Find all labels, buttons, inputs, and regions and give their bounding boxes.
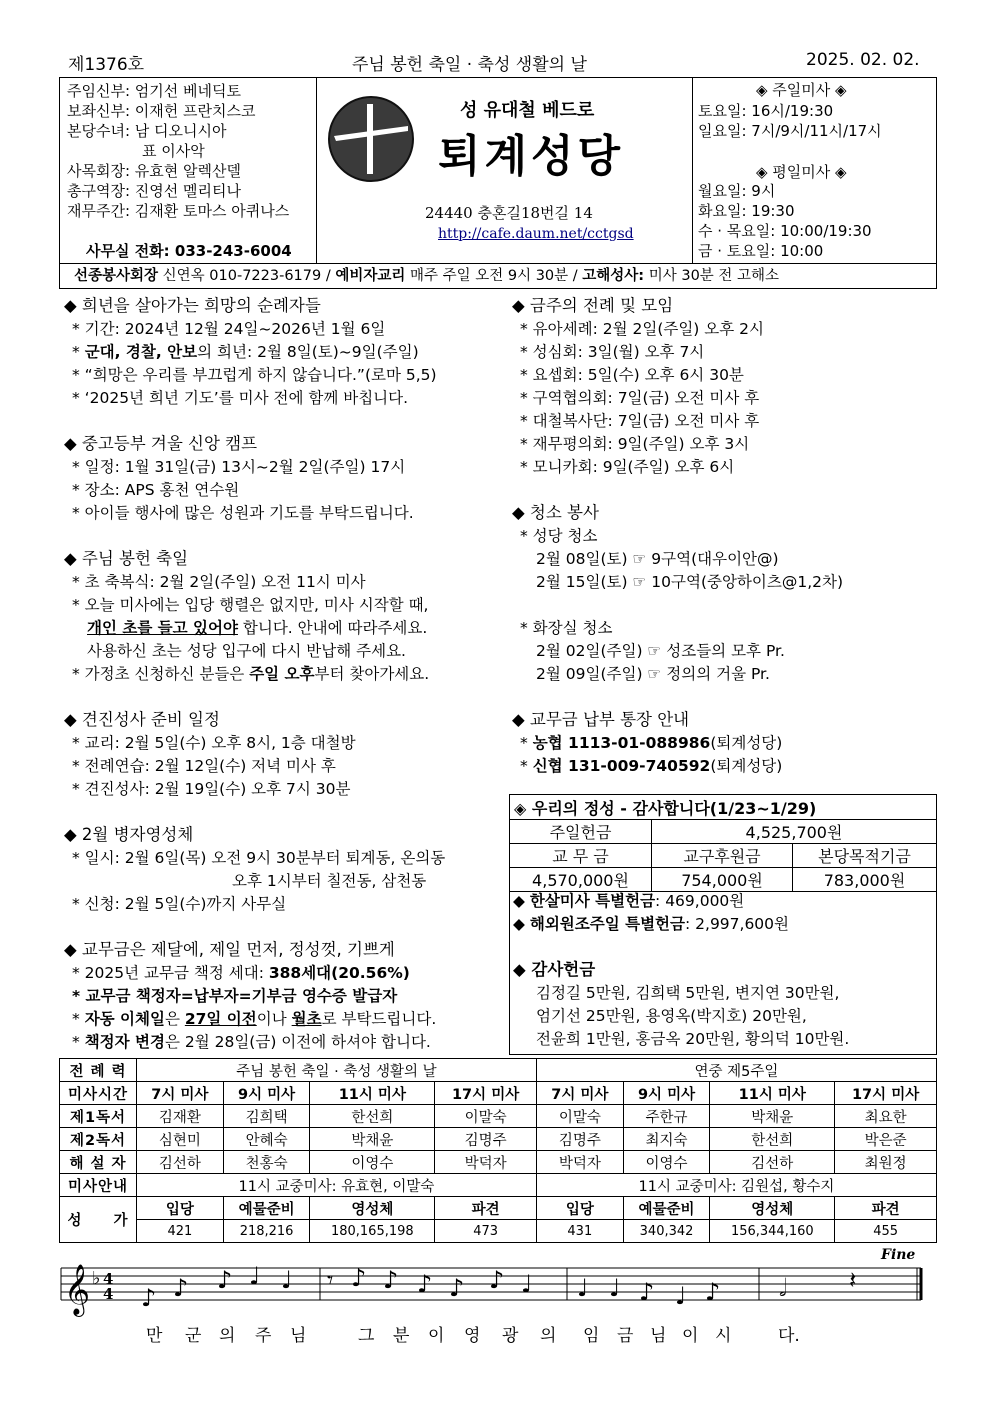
gift-line: 전윤희 1만원, 홍금옥 20만원, 황의덕 10만원. xyxy=(536,1030,850,1048)
weekday-mass-title: ◈ 평일미사 ◈ xyxy=(756,163,847,181)
section-title: ◆ 교무금 납부 통장 안내 xyxy=(512,710,690,729)
bulletin-title: 주님 봉헌 축일 · 축성 생활의 날 xyxy=(352,55,587,75)
lyric-syllable: 금 xyxy=(617,1326,634,1346)
svg-text:𝄽: 𝄽 xyxy=(849,1266,857,1294)
list-item: * ‘2025년 희년 기도’를 미사 전에 함께 바칩니다. xyxy=(72,389,409,407)
svg-text:4: 4 xyxy=(103,1270,114,1288)
reader-cell: 김희택 xyxy=(223,1105,310,1128)
thanks-box xyxy=(509,794,937,1055)
text: 군대, 경찰, 안보 xyxy=(84,343,198,361)
list-item: * 구역협의회: 7일(금) 오전 미사 후 xyxy=(520,389,760,407)
list-item: * 성당 청소 xyxy=(520,527,598,545)
offering-table xyxy=(509,819,937,892)
list-item: * 장소: APS 홍천 연수원 xyxy=(72,481,240,499)
list-item xyxy=(72,1009,436,1029)
mass-time: 7시 미사 xyxy=(137,1082,224,1105)
text: (퇴계성당) xyxy=(710,757,783,775)
col-header: 교 무 금 xyxy=(510,844,652,868)
text: : 2,997,600원 xyxy=(685,915,790,933)
lyric-syllable: 광 xyxy=(502,1326,519,1346)
staff-line: 총구역장: 진영선 멜리티나 xyxy=(67,182,241,200)
text: 로 부탁드립니다. xyxy=(321,1010,437,1028)
lyric-syllable: 군 xyxy=(185,1326,202,1346)
section-title: ◆ 견진성사 준비 일정 xyxy=(64,710,220,729)
svg-text:♭: ♭ xyxy=(92,1268,101,1289)
hymn-number: 340,342 xyxy=(623,1220,710,1243)
hymn-head: 파견 xyxy=(435,1197,537,1220)
text: * xyxy=(72,1010,85,1028)
liturgy-day: 주님 봉헌 축일 · 축성 생활의 날 xyxy=(137,1059,537,1082)
text: * xyxy=(72,1033,85,1051)
officiants-table xyxy=(59,1058,937,1243)
text: 자동 이체일 xyxy=(84,1010,165,1028)
offering-value: 4,570,000원 xyxy=(510,868,652,892)
hymn-number: 455 xyxy=(835,1220,937,1243)
text: * xyxy=(520,734,533,752)
row-label: 미사안내 xyxy=(60,1174,137,1197)
offering-value: 754,000원 xyxy=(652,868,793,892)
church-name: 퇴계성당 xyxy=(438,131,625,182)
list-item: * 화장실 청소 xyxy=(520,619,613,637)
hymn-head: 입당 xyxy=(536,1197,623,1220)
special-offering xyxy=(513,891,744,911)
reader-cell: 박채윤 xyxy=(310,1128,435,1151)
row-label: 해 설 자 xyxy=(60,1151,137,1174)
list-item xyxy=(520,756,782,776)
sunday-offering-label: 주일헌금 xyxy=(510,820,652,844)
mass-line: 수 · 목요일: 10:00/19:30 xyxy=(698,222,872,240)
church-address: 24440 충혼길18번길 14 xyxy=(425,204,593,222)
hymn-head: 영성체 xyxy=(710,1197,835,1220)
info-label: 선종봉사회장 xyxy=(74,268,159,284)
reader-cell: 김재환 xyxy=(137,1105,224,1128)
list-item xyxy=(520,733,782,753)
svg-text:4: 4 xyxy=(103,1285,114,1303)
hymn-number: 180,165,198 xyxy=(310,1220,435,1243)
lyric-syllable: 님 xyxy=(290,1326,307,1346)
mass-time: 11시 미사 xyxy=(310,1082,435,1105)
staff-list xyxy=(67,81,289,221)
church-logo-icon xyxy=(328,96,414,182)
list-item: 2월 08일(토) ☞ 9구역(대우이안@) xyxy=(536,550,779,568)
mass-time: 9시 미사 xyxy=(223,1082,310,1105)
text: ◆ xyxy=(513,915,530,933)
text: 은 2월 28일(금) 이전에 하셔야 합니다. xyxy=(164,1033,431,1051)
office-phone: 사무실 전화: 033-243-6004 xyxy=(86,242,292,260)
lyric-syllable: 님 xyxy=(650,1326,667,1346)
text: 의 희년: 2월 8일(토)~9일(주일) xyxy=(197,343,419,361)
lyric-syllable: 시 xyxy=(715,1326,732,1346)
svg-text:♪: ♪ xyxy=(417,1270,433,1298)
lyric-syllable: 이 xyxy=(682,1326,699,1346)
text: 월초 xyxy=(291,1010,322,1028)
gift-line: 김정길 5만원, 김희택 5만원, 변지연 30만원, xyxy=(536,984,840,1002)
row-label: 제2독서 xyxy=(60,1128,137,1151)
commentator-cell: 이영수 xyxy=(310,1151,435,1174)
section-title: ◆ 교무금은 제달에, 제일 먼저, 정성껏, 기쁘게 xyxy=(64,940,395,959)
list-item: * 재무평의회: 9일(주일) 오후 3시 xyxy=(520,435,750,453)
divider xyxy=(692,78,693,263)
mass-line: 일요일: 7시/9시/11시/17시 xyxy=(698,122,882,140)
staff-line: 주임신부: 엄기선 베네딕토 xyxy=(67,82,241,100)
svg-text:♩: ♩ xyxy=(521,1270,533,1298)
text: 388세대(20.56%) xyxy=(268,964,410,982)
list-item: * 교무금 책정자=납부자=기부금 영수증 발급자 xyxy=(72,987,398,1005)
list-item: 2월 02일(주일) ☞ 성조들의 모후 Pr. xyxy=(536,642,785,660)
info-bar xyxy=(59,263,937,289)
row-label: 성 가 xyxy=(60,1197,137,1243)
offering-value: 783,000원 xyxy=(793,868,937,892)
mass-line: 월요일: 9시 xyxy=(698,182,776,200)
list-item: * 견진성사: 2월 19일(수) 오후 7시 30분 xyxy=(72,780,351,798)
section-title: ◆ 2월 병자영성체 xyxy=(64,825,194,844)
fine-marking: Fine xyxy=(881,1247,916,1263)
list-item: * 전례연습: 2월 12일(수) 저녁 미사 후 xyxy=(72,757,336,775)
svg-text:♩: ♩ xyxy=(609,1274,621,1302)
text: 신협 131-009-740592 xyxy=(532,757,711,775)
text: (퇴계성당) xyxy=(710,734,783,752)
divider xyxy=(316,78,317,263)
section-title: ◆ 중고등부 겨울 신앙 캠프 xyxy=(64,434,258,453)
text: : 469,000원 xyxy=(655,892,745,910)
mass-line: 화요일: 19:30 xyxy=(698,202,795,220)
list-item: * 유아세례: 2월 2일(주일) 오후 2시 xyxy=(520,320,764,338)
lyric-syllable: 다. xyxy=(778,1326,800,1346)
staff-line: 재무주간: 김재환 토마스 아퀴나스 xyxy=(67,202,290,220)
reader-cell: 최요한 xyxy=(835,1105,937,1128)
info-value: 매주 주일 오전 9시 30분 / xyxy=(405,268,583,284)
special-offering xyxy=(513,914,789,934)
commentator-cell: 박덕자 xyxy=(435,1151,537,1174)
section-title: ◆ 금주의 전례 및 모임 xyxy=(512,296,674,315)
staff-line: 보좌신부: 이재헌 프란치스코 xyxy=(67,102,256,120)
hymn-number: 218,216 xyxy=(223,1220,310,1243)
staff-line: 본당수녀: 남 디오니시아 xyxy=(67,122,227,140)
lyrics xyxy=(0,1321,992,1345)
list-item: * 요셉회: 5일(수) 오후 6시 30분 xyxy=(520,366,744,384)
commentator-cell: 박덕자 xyxy=(536,1151,623,1174)
row-label: 전 례 력 xyxy=(60,1059,137,1082)
section-title: ◆ 청소 봉사 xyxy=(512,503,599,522)
info-value: 미사 30분 전 고해소 xyxy=(644,268,780,284)
text: 한살미사 특별헌금 xyxy=(529,892,656,910)
svg-text:𝄾: 𝄾 xyxy=(327,1266,334,1294)
text: 합니다. 안내에 따라주세요. xyxy=(237,619,428,637)
list-item: * 교리: 2월 5일(수) 오후 8시, 1층 대철방 xyxy=(72,734,356,752)
list-item: 2월 15일(토) ☞ 10구역(중앙하이츠@1,2차) xyxy=(536,573,844,591)
info-label: 예비자교리 xyxy=(335,268,406,284)
svg-text:♪: ♪ xyxy=(383,1266,399,1294)
list-item: 2월 09일(주일) ☞ 정의의 거울 Pr. xyxy=(536,665,770,683)
svg-text:𝅗𝅥: 𝅗𝅥 xyxy=(779,1274,787,1302)
text: 해외원조주일 특별헌금 xyxy=(529,915,685,933)
svg-text:𝄞: 𝄞 xyxy=(64,1264,91,1315)
text: * xyxy=(520,757,533,775)
reader-cell: 박은준 xyxy=(835,1128,937,1151)
lyric-syllable: 임 xyxy=(583,1326,600,1346)
hymn-head: 예물준비 xyxy=(223,1197,310,1220)
sunday-mass-list xyxy=(698,101,882,141)
svg-text:♪: ♪ xyxy=(705,1278,721,1306)
list-item: * 모니카회: 9일(주일) 오후 6시 xyxy=(520,458,735,476)
hymn-head: 파견 xyxy=(835,1197,937,1220)
lyric-syllable: 이 xyxy=(428,1326,445,1346)
col-header: 본당목적기금 xyxy=(793,844,937,868)
mass-time: 7시 미사 xyxy=(536,1082,623,1105)
mass-time: 9시 미사 xyxy=(623,1082,710,1105)
reader-cell: 이말숙 xyxy=(435,1105,537,1128)
cafe-link[interactable]: http://cafe.daum.net/cctgsd xyxy=(438,226,634,242)
mass-time: 17시 미사 xyxy=(835,1082,937,1105)
reader-cell: 김명주 xyxy=(435,1128,537,1151)
mass-line: 금 · 토요일: 10:00 xyxy=(698,242,824,260)
staff-line: 사목회장: 유효현 알렉산델 xyxy=(67,162,241,180)
reader-cell: 이말숙 xyxy=(536,1105,623,1128)
section-title: ◆ 주님 봉헌 축일 xyxy=(64,549,189,568)
text: * 2025년 교무금 책정 세대: xyxy=(72,964,269,982)
text: 개인 초를 들고 있어야 xyxy=(87,619,238,637)
lyric-syllable: 영 xyxy=(464,1326,481,1346)
hymn-number: 156,344,160 xyxy=(710,1220,835,1243)
commentator-cell: 최원정 xyxy=(835,1151,937,1174)
music-staff xyxy=(59,1246,935,1326)
mass-line: 토요일: 16시/19:30 xyxy=(698,102,834,120)
svg-text:♪: ♪ xyxy=(489,1266,505,1294)
list-item: * 아이들 행사에 많은 성원과 기도를 부탁드립니다. xyxy=(72,504,414,522)
list-item: * 기간: 2024년 12월 24일~2026년 1월 6일 xyxy=(72,320,386,338)
reader-cell: 김명주 xyxy=(536,1128,623,1151)
church-subtitle: 성 유대철 베드로 xyxy=(460,100,595,121)
section-title: ◆ 희년을 살아가는 희망의 순례자들 xyxy=(64,296,321,315)
row-label: 미사시간 xyxy=(60,1082,137,1105)
section-title: ◆ 감사헌금 xyxy=(513,960,596,979)
svg-text:♪: ♪ xyxy=(141,1284,157,1312)
text: 주일 오후 xyxy=(249,665,315,683)
liturgy-day: 연중 제5주일 xyxy=(536,1059,936,1082)
text: 부터 찾아가세요. xyxy=(314,665,430,683)
staff-line: 표 이사악 xyxy=(67,142,205,160)
sunday-mass-title: ◈ 주일미사 ◈ xyxy=(756,81,847,99)
text: 은 xyxy=(164,1010,185,1028)
list-item: * 일시: 2월 6일(목) 오전 9시 30분부터 퇴계동, 온의동 xyxy=(72,849,446,867)
hymn-head: 예물준비 xyxy=(623,1197,710,1220)
svg-text:♪: ♪ xyxy=(351,1264,367,1292)
hymn-number: 473 xyxy=(435,1220,537,1243)
list-item: * 신청: 2월 5일(수)까지 사무실 xyxy=(72,895,287,913)
hymn-head: 영성체 xyxy=(310,1197,435,1220)
svg-text:♪: ♪ xyxy=(639,1278,655,1306)
text: 이나 xyxy=(256,1010,292,1028)
gift-line: 엄기선 25만원, 용영옥(박지호) 20만원, xyxy=(536,1007,807,1025)
list-item: * 대철복사단: 7일(금) 오전 미사 후 xyxy=(520,412,760,430)
list-item xyxy=(72,1032,431,1052)
lyric-syllable: 분 xyxy=(393,1326,410,1346)
text: * xyxy=(72,343,85,361)
commentator-cell: 김선하 xyxy=(710,1151,835,1174)
svg-text:♪: ♪ xyxy=(449,1274,465,1302)
text: 27일 이전 xyxy=(184,1010,257,1028)
svg-text:♩: ♩ xyxy=(675,1282,687,1310)
reader-cell: 박채윤 xyxy=(710,1105,835,1128)
reader-cell: 한선희 xyxy=(310,1105,435,1128)
reader-cell: 심현미 xyxy=(137,1128,224,1151)
list-item xyxy=(72,342,419,362)
sunday-offering-value: 4,525,700원 xyxy=(652,820,937,844)
lyric-syllable: 의 xyxy=(219,1326,236,1346)
lyric-syllable: 주 xyxy=(255,1326,272,1346)
header-box xyxy=(59,77,937,264)
guide-cell: 11시 교중미사: 김원섭, 황수지 xyxy=(536,1174,936,1197)
list-item: * “희망은 우리를 부끄럽게 하지 않습니다.”(로마 5,5) xyxy=(72,366,437,384)
guide-cell: 11시 교중미사: 유효현, 이말숙 xyxy=(137,1174,537,1197)
list-item: 사용하신 초는 성당 입구에 다시 반납해 주세요. xyxy=(87,642,406,660)
hymn-number: 431 xyxy=(536,1220,623,1243)
svg-text:♩: ♩ xyxy=(249,1262,261,1290)
commentator-cell: 김선하 xyxy=(137,1151,224,1174)
issue-number: 제1376호 xyxy=(68,55,145,75)
hymn-head: 입당 xyxy=(137,1197,224,1220)
commentator-cell: 천홍숙 xyxy=(223,1151,310,1174)
list-item: 오후 1시부터 칠전동, 삼천동 xyxy=(232,872,427,890)
mass-time: 17시 미사 xyxy=(435,1082,537,1105)
lyric-syllable: 의 xyxy=(540,1326,557,1346)
row-label: 제1독서 xyxy=(60,1105,137,1128)
reader-cell: 최지숙 xyxy=(623,1128,710,1151)
commentator-cell: 이영수 xyxy=(623,1151,710,1174)
thanks-title: ◈ 우리의 정성 - 감사합니다(1/23~1/29) xyxy=(514,799,817,818)
hymn-number: 421 xyxy=(137,1220,224,1243)
text: 책정자 변경 xyxy=(84,1033,165,1051)
text: * 가정초 신청하신 분들은 xyxy=(72,665,250,683)
list-item: * 초 축복식: 2월 2일(주일) 오전 11시 미사 xyxy=(72,573,366,591)
info-label: 고해성사: xyxy=(582,268,645,284)
mass-time: 11시 미사 xyxy=(710,1082,835,1105)
list-item xyxy=(87,618,427,638)
list-item: * 오늘 미사에는 입당 행렬은 없지만, 미사 시작할 때, xyxy=(72,596,429,614)
reader-cell: 안혜숙 xyxy=(223,1128,310,1151)
list-item: * 성심회: 3일(월) 오후 7시 xyxy=(520,343,705,361)
info-value: 신연옥 010-7223-6179 / xyxy=(158,268,336,284)
list-item xyxy=(72,963,410,983)
lyric-syllable: 만 xyxy=(146,1326,163,1346)
list-item xyxy=(72,664,429,684)
bulletin-date: 2025. 02. 02. xyxy=(806,50,920,70)
weekday-mass-list xyxy=(698,181,872,261)
reader-cell: 한선희 xyxy=(710,1128,835,1151)
reader-cell: 주한규 xyxy=(623,1105,710,1128)
text: ◆ xyxy=(513,892,530,910)
svg-text:♪: ♪ xyxy=(217,1266,233,1294)
text: 농협 1113-01-088986 xyxy=(532,734,711,752)
svg-text:♪: ♪ xyxy=(173,1274,189,1302)
list-item: * 일정: 1월 31일(금) 13시~2월 2일(주일) 17시 xyxy=(72,458,406,476)
svg-text:♩: ♩ xyxy=(281,1266,293,1294)
lyric-syllable: 그 xyxy=(358,1326,375,1346)
svg-text:♩: ♩ xyxy=(577,1274,589,1302)
col-header: 교구후원금 xyxy=(652,844,793,868)
